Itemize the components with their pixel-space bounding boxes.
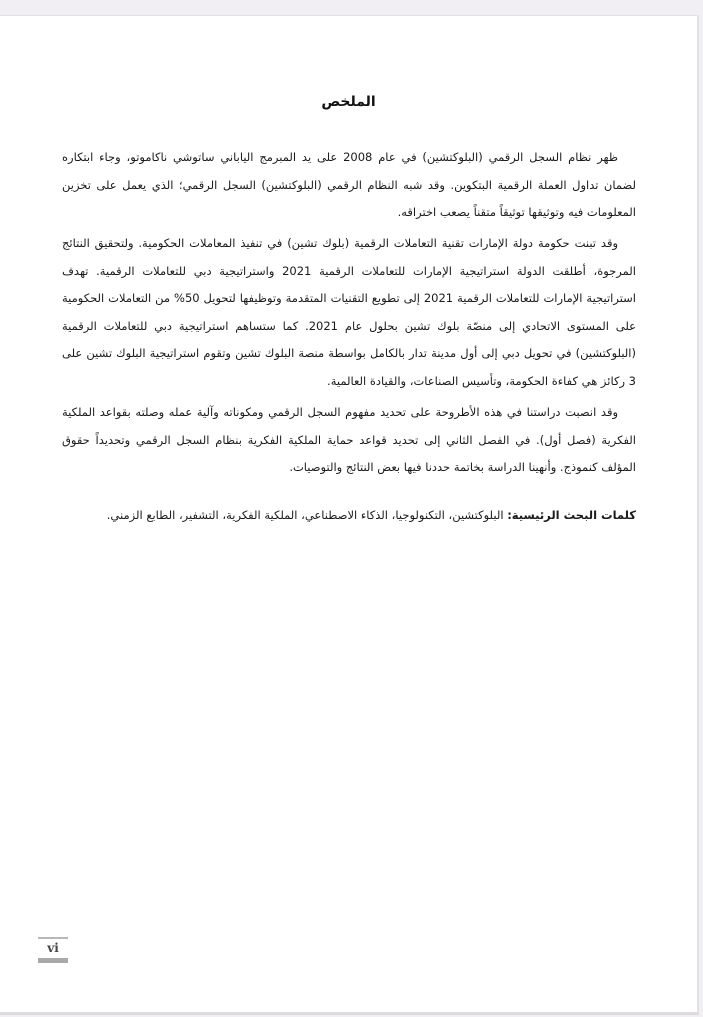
page-number: vi bbox=[47, 941, 59, 955]
footer-rule-bottom bbox=[38, 958, 68, 963]
page-footer bbox=[38, 937, 68, 963]
paragraph-1-container bbox=[62, 144, 636, 227]
keywords-section bbox=[62, 502, 636, 530]
paragraph-1: ظهر نظام السجل الرقمي (البلوكتشين) في عام 2008 على يد المبرمج الياباني ساتوشي ناكاموتو، وجاء ابتكاره لضمان تداول العملة الرقمية البتكوين. وقد شبه النظام الرقمي (البلوكتشين) السجل الرقمي؛ الذي يعمل على تخزين المعلومات فيه وتوثيقها توثيقاً متقناً يصعب اختراقه. bbox=[62, 150, 636, 219]
keywords-line bbox=[62, 502, 636, 530]
footer-rule-top bbox=[38, 937, 68, 939]
page-title: الملخص bbox=[321, 94, 376, 110]
paragraph-2-container bbox=[62, 230, 636, 395]
paragraph-2: وقد تبنت حكومة دولة الإمارات تقنية التعاملات الرقمية (بلوك تشين) في تنفيذ المعاملات الحكومية. ولتحقيق النتائج المرجوة، أطلقت الدولة استراتيجية الإمارات للتعاملات الرقمية 2021 واستراتيجية دبي للتعاملات الرقمية. تهدف استراتيجية الإمارات للتعاملات الرقمية 2021 إلى تطويع التقنيات المتقدمة وتوظيفها لتحويل 50% من التعاملات الحكومية على المستوى الاتحادي إلى منصّة بلوك تشين بحلول عام 2021. كما ستساهم استراتيجية دبي للتعاملات الرقمية (البلوكتشين) في تحويل دبي إلى أول مدينة تدار بالكامل بواسطة منصة البلوك تشين وتقوم استراتيجية البلوك تشين على 3 ركائز هي كفاءة الحكومة، وتأسيس الصناعات، والقيادة العالمية. bbox=[62, 236, 636, 388]
paragraph-3: وقد انصبت دراستنا في هذه الأطروحة على تحديد مفهوم السجل الرقمي ومكوناته وآلية عمله وصلته بقواعد الملكية الفكرية (فصل أول). في الفصل الثاني إلى تحديد قواعد حماية الملكية الفكرية بنظام السجل الرقمي وتحديداً حقوق المؤلف كنموذج. وأنهينا الدراسة بخاتمة حددنا فيها بعض النتائج والتوصيات. bbox=[62, 405, 636, 474]
document-page bbox=[0, 15, 699, 1015]
keywords-list: البلوكتشين، التكنولوجيا، الذكاء الاصطناعي، الملكية الفكرية، التشفير، الطابع الزمني. bbox=[106, 508, 504, 522]
keywords-label: كلمات البحث الرئيسية: bbox=[507, 508, 636, 522]
paragraph-3-container bbox=[62, 399, 636, 482]
